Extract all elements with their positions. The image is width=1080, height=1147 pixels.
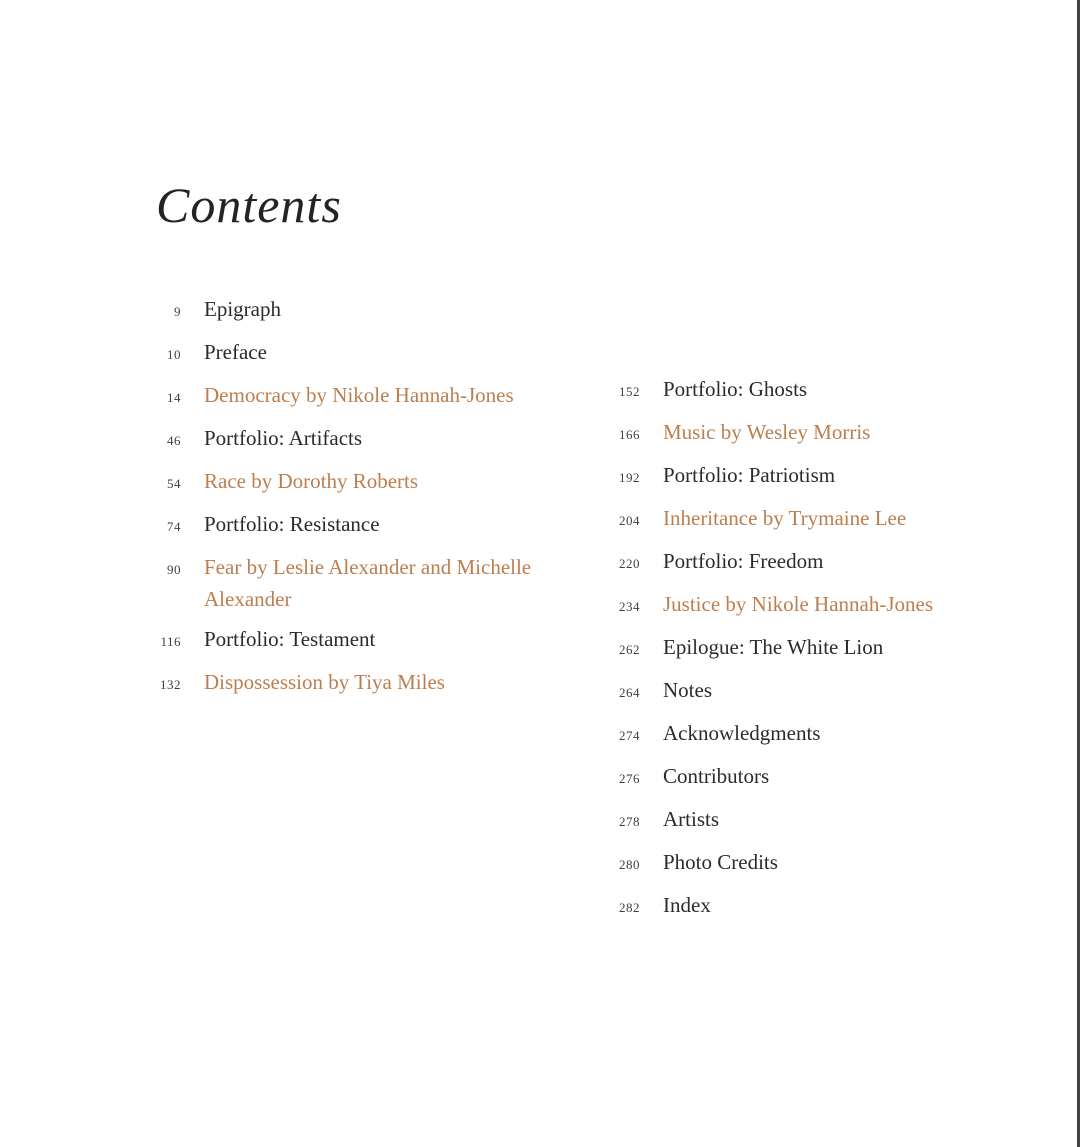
toc-column-right (589, 373, 1039, 932)
toc-page-number: 9 (174, 304, 181, 319)
toc-page-number: 166 (619, 427, 640, 442)
toc-page-number: 282 (619, 900, 640, 915)
toc-page-number: 234 (619, 599, 640, 614)
toc-entry (589, 459, 1039, 494)
toc-entry (589, 631, 1039, 666)
toc-entry-title: Portfolio: Artifacts (204, 426, 363, 450)
toc-entry-title: Epilogue: The White Lion (663, 635, 884, 659)
toc-page-number: 14 (167, 390, 181, 405)
toc-entry (130, 465, 568, 500)
toc-page-number: 54 (167, 476, 181, 491)
toc-entry (130, 551, 568, 615)
toc-entry (130, 293, 568, 328)
toc-entry-title: Photo Credits (663, 850, 778, 874)
toc-entry-title: Artists (663, 807, 720, 831)
toc-page-number: 280 (619, 857, 640, 872)
toc-entry-title: Democracy by Nikole Hannah-Jones (204, 383, 514, 407)
toc-page-number: 276 (619, 771, 640, 786)
toc-page-number: 192 (619, 470, 640, 485)
toc-page-number: 116 (160, 634, 181, 649)
toc-page-number: 278 (619, 814, 640, 829)
toc-entry (130, 336, 568, 371)
toc-entry (589, 416, 1039, 451)
toc-page-number: 74 (167, 519, 181, 534)
toc-entry (589, 373, 1039, 408)
toc-page-number: 152 (619, 384, 640, 399)
toc-entry-title: Justice by Nikole Hannah-Jones (663, 592, 934, 616)
toc-entry (589, 502, 1039, 537)
toc-column-left (130, 293, 568, 709)
toc-entry-title: Index (663, 893, 711, 917)
toc-entry (589, 760, 1039, 795)
toc-entry (130, 422, 568, 457)
toc-entry (589, 803, 1039, 838)
toc-entry-title: Music by Wesley Morris (663, 420, 871, 444)
toc-page-number: 46 (167, 433, 181, 448)
toc-entry-title: Portfolio: Ghosts (663, 377, 808, 401)
toc-entry-title: Notes (663, 678, 712, 702)
toc-entry-title: Portfolio: Testament (204, 627, 376, 651)
toc-page-number: 274 (619, 728, 640, 743)
toc-entry (589, 588, 1039, 623)
toc-entry-title: Epigraph (204, 297, 281, 321)
toc-page-number: 262 (619, 642, 640, 657)
toc-entry (589, 846, 1039, 881)
toc-entry-title: Acknowledgments (663, 721, 821, 745)
toc-entry (130, 623, 568, 658)
toc-entry (589, 545, 1039, 580)
toc-entry (589, 674, 1039, 709)
toc-entry (130, 508, 568, 543)
toc-entry (589, 717, 1039, 752)
toc-page-number: 10 (167, 347, 181, 362)
toc-entry (130, 666, 568, 701)
toc-entry-title: Race by Dorothy Roberts (204, 469, 419, 493)
toc-page-number: 132 (160, 677, 181, 692)
toc-page-number: 204 (619, 513, 640, 528)
toc-page-number: 264 (619, 685, 640, 700)
toc-entry-title: Inheritance by Trymaine Lee (663, 506, 907, 530)
toc-entry-title: Portfolio: Patriotism (663, 463, 836, 487)
page-title: Contents (156, 177, 342, 233)
toc-entry-title: Dispossession by Tiya Miles (204, 670, 445, 694)
toc-page-number: 220 (619, 556, 640, 571)
toc-entry-title: Portfolio: Resistance (204, 512, 380, 536)
toc-entry-title: Portfolio: Freedom (663, 549, 824, 573)
toc-page-number: 90 (167, 562, 181, 577)
toc-entry (130, 379, 568, 414)
toc-entry-title: Preface (204, 340, 267, 364)
toc-entry (589, 889, 1039, 924)
toc-entry-title: Fear by Leslie Alexander and Michelle Alexander (204, 555, 532, 611)
toc-entry-title: Contributors (663, 764, 770, 788)
